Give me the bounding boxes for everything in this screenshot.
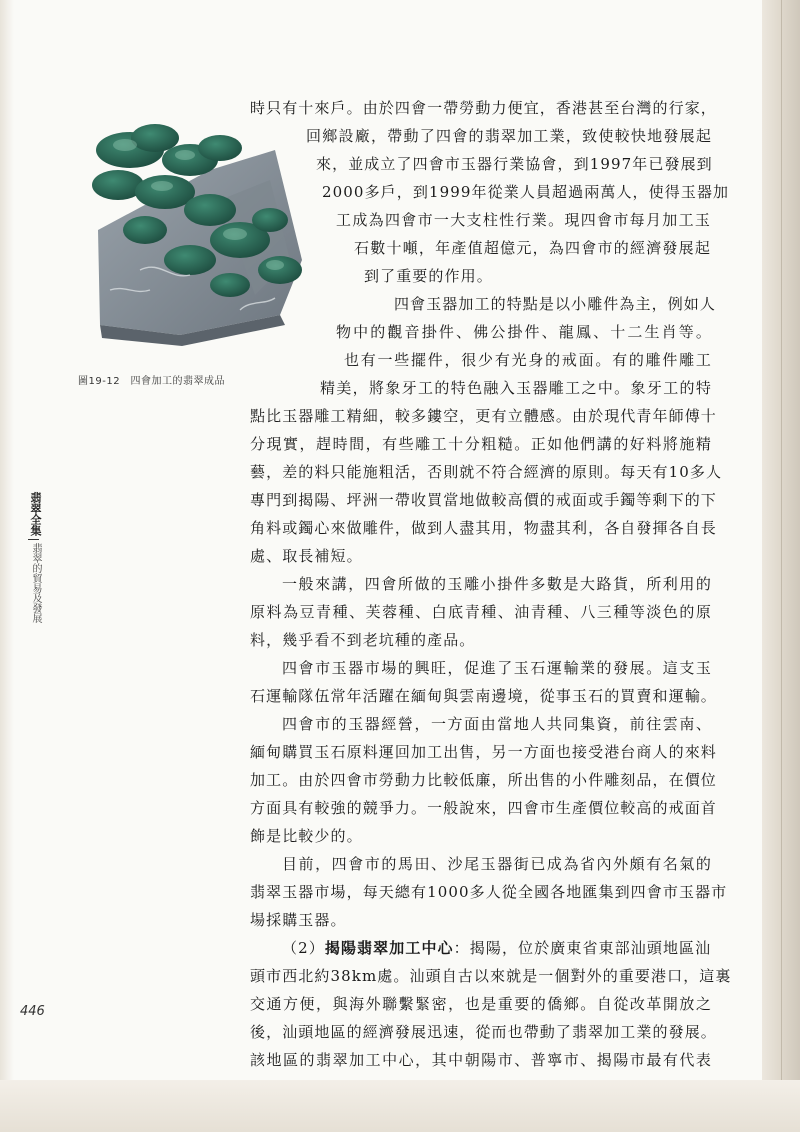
text-line: 到了重要的作用。 (364, 267, 493, 285)
section-heading: 揭陽翡翠加工中心 (324, 939, 454, 957)
text-line: 也有一些擺件，很少有光身的戒面。有的雕件雕工 (344, 351, 712, 369)
text-line: 分現實，趕時間，有些雕工十分粗糙。正如他們講的好料將施精 (250, 435, 712, 453)
running-side-title (28, 492, 42, 623)
text-line: 藝，差的料只能施粗活，否則就不符合經濟的原則。每天有10多人 (250, 463, 723, 481)
text-line: 點比玉器雕工精細，較多鏤空，更有立體感。由於現代青年師傅十 (250, 407, 717, 425)
text-line: 一般來講，四會所做的玉雕小掛件多數是大路貨，所利用的 (282, 575, 712, 593)
spine-fold-line (781, 0, 782, 1132)
text-line: 角料或鐲心來做雕件，做到人盡其用，物盡其利，各自發揮各自長 (250, 519, 717, 537)
page-bottom-edge (0, 1080, 800, 1132)
text-line: 回鄉設廠，帶動了四會的翡翠加工業，致使較快地發展起 (306, 127, 712, 145)
text-line: 專門到揭陽、坪洲一帶收買當地做較高價的戒面或手鐲等剩下的下 (250, 491, 717, 509)
section-lead-text: ：揭陽，位於廣東省東部汕頭地區汕 (453, 939, 712, 957)
text-line: 四會市玉器市場的興旺，促進了玉石運輸業的發展。這支玉 (282, 659, 712, 677)
text-line: 四會玉器加工的特點是以小雕件為主，例如人 (394, 295, 717, 313)
text-line: 處、取長補短。 (250, 547, 363, 565)
text-line: 石運輸隊伍常年活躍在緬甸與雲南邊境，從事玉石的買賣和運輸。 (250, 687, 717, 705)
text-line: 交通方便，與海外聯繫緊密，也是重要的僑鄉。自從改革開放之 (250, 995, 712, 1013)
text-line-section-heading (282, 938, 712, 958)
text-line: 緬甸購買玉石原料運回加工出售，另一方面也接受港台商人的來料 (250, 743, 717, 761)
text-line: 時只有十來戶。由於四會一帶勞動力便宜，香港甚至台灣的行家， (250, 99, 717, 117)
text-line: 四會市的玉器經營，一方面由當地人共同集資，前往雲南、 (282, 715, 712, 733)
text-line: 精美，將象牙工的特色融入玉器雕工之中。象牙工的特 (320, 379, 712, 397)
section-number: （2） (282, 939, 325, 957)
jade-carving-photo (70, 110, 325, 350)
text-line: 來，並成立了四會市玉器行業協會，到1997年已發展到 (316, 155, 713, 173)
text-line: 料，幾乎看不到老坑種的產品。 (250, 631, 476, 649)
text-line: 場採購玉器。 (250, 911, 347, 929)
jade-carving-image (70, 110, 325, 350)
text-line: 工成為四會市一大支柱性行業。現四會市每月加工玉 (336, 211, 711, 229)
text-line: 物中的觀音掛件、佛公掛件、龍鳳、十二生肖等。 (336, 323, 712, 341)
text-line: 飾是比較少的。 (250, 827, 363, 845)
text-line: 方面具有較強的競爭力。一般說來，四會市生產價位較高的戒面首 (250, 799, 717, 817)
text-line: 目前，四會市的馬田、沙尾玉器街已成為省內外頗有名氣的 (282, 855, 712, 873)
text-line: 加工。由於四會市勞動力比較低廉，所出售的小件雕刻品，在價位 (250, 771, 717, 789)
text-line: 頭市西北約38km處。汕頭自古以來就是一個對外的重要港口，這裏 (250, 967, 732, 985)
chapter-title: 翡翠的貿易及發展 (30, 543, 41, 623)
text-line: 石數十噸，年產值超億元，為四會市的經濟發展起 (354, 239, 711, 257)
text-line: 該地區的翡翠加工中心，其中朝陽市、普寧市、揭陽市最有代表 (250, 1051, 712, 1069)
text-line: 後，汕頭地區的經濟發展迅速，從而也帶動了翡翠加工業的發展。 (250, 1023, 717, 1041)
page-left-shadow (0, 0, 14, 1132)
text-line: 翡翠玉器市場，每天總有1000多人從全國各地匯集到四會市玉器市 (250, 883, 728, 901)
text-line: 原料為豆青種、芙蓉種、白底青種、油青種、八三種等淡色的原 (250, 603, 712, 621)
side-title-rule (28, 539, 39, 540)
text-line: 2000多戶，到1999年從業人員超過兩萬人，使得玉器加 (322, 183, 730, 201)
book-title: 翡翠全集 (29, 492, 42, 536)
figure-caption: 圖19-12 四會加工的翡翠成品 (78, 376, 226, 387)
page-number: 446 (20, 1004, 45, 1019)
